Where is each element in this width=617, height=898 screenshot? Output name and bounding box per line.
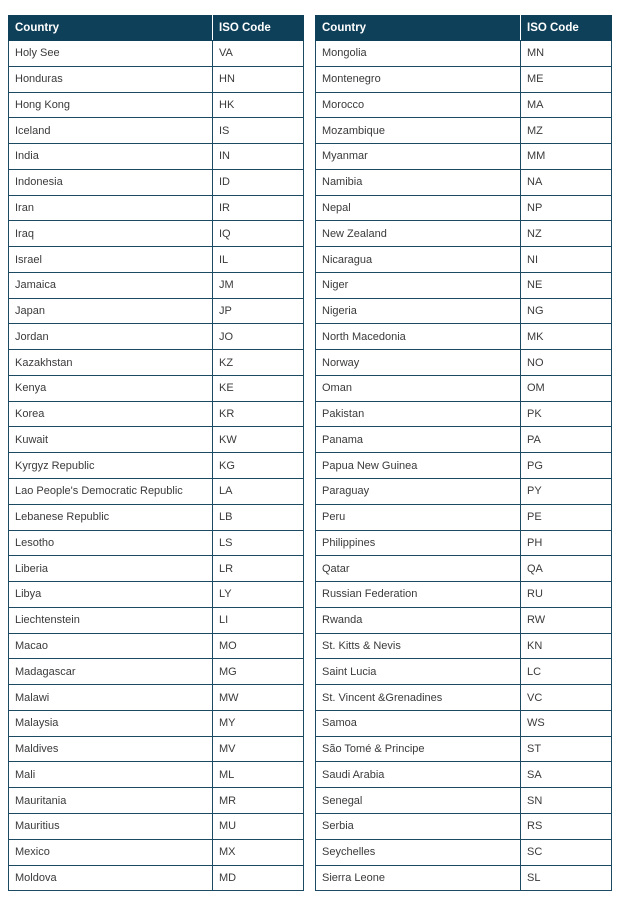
country-cell: Malawi <box>9 685 213 711</box>
country-cell: Senegal <box>316 788 521 814</box>
table-row <box>316 195 612 221</box>
iso-code-cell: ME <box>521 66 612 92</box>
country-column-header: Country <box>316 16 521 41</box>
table-row <box>9 453 304 479</box>
country-table-right <box>315 15 612 891</box>
iso-code-cell: LB <box>213 504 304 530</box>
table-row <box>9 865 304 891</box>
country-cell: Honduras <box>9 66 213 92</box>
table-row <box>9 762 304 788</box>
table-body <box>9 41 304 891</box>
country-cell: North Macedonia <box>316 324 521 350</box>
iso-code-cell: SC <box>521 839 612 865</box>
iso-code-cell: PH <box>521 530 612 556</box>
iso-code-cell: LI <box>213 607 304 633</box>
iso-code-cell: NA <box>521 169 612 195</box>
table-row <box>316 865 612 891</box>
country-cell: Peru <box>316 504 521 530</box>
table-row <box>9 736 304 762</box>
table-row <box>316 659 612 685</box>
country-cell: São Tomé & Principe <box>316 736 521 762</box>
iso-code-cell: MW <box>213 685 304 711</box>
table-row <box>9 556 304 582</box>
iso-code-cell: PE <box>521 504 612 530</box>
country-cell: Macao <box>9 633 213 659</box>
country-cell: St. Kitts & Nevis <box>316 633 521 659</box>
table-row <box>316 375 612 401</box>
table-row <box>316 298 612 324</box>
iso-code-cell: SL <box>521 865 612 891</box>
iso-code-cell: NI <box>521 247 612 273</box>
country-cell: Korea <box>9 401 213 427</box>
iso-code-cell: LC <box>521 659 612 685</box>
country-cell: Mauritania <box>9 788 213 814</box>
table-row <box>9 375 304 401</box>
country-cell: Oman <box>316 375 521 401</box>
table-header-row <box>9 16 304 41</box>
country-cell: New Zealand <box>316 221 521 247</box>
iso-code-cell: NZ <box>521 221 612 247</box>
iso-code-cell: KR <box>213 401 304 427</box>
table-row <box>9 401 304 427</box>
table-row <box>316 247 612 273</box>
table-row <box>9 607 304 633</box>
iso-code-cell: OM <box>521 375 612 401</box>
table-row <box>9 221 304 247</box>
country-cell: Mali <box>9 762 213 788</box>
iso-code-cell: SA <box>521 762 612 788</box>
iso-code-cell: MU <box>213 813 304 839</box>
country-cell: Iran <box>9 195 213 221</box>
table-row <box>316 401 612 427</box>
table-row <box>316 710 612 736</box>
iso-code-cell: MX <box>213 839 304 865</box>
country-cell: Saudi Arabia <box>316 762 521 788</box>
country-cell: Libya <box>9 582 213 608</box>
country-cell: Hong Kong <box>9 92 213 118</box>
table-row <box>316 66 612 92</box>
table-row <box>9 659 304 685</box>
iso-code-cell: MD <box>213 865 304 891</box>
country-cell: Lao People's Democratic Republic <box>9 479 213 505</box>
table-row <box>316 92 612 118</box>
iso-code-cell: MR <box>213 788 304 814</box>
table-row <box>316 324 612 350</box>
table-row <box>316 504 612 530</box>
country-cell: Serbia <box>316 813 521 839</box>
iso-code-cell: RW <box>521 607 612 633</box>
iso-code-cell: JO <box>213 324 304 350</box>
country-cell: Pakistan <box>316 401 521 427</box>
table-row <box>9 272 304 298</box>
country-cell: Myanmar <box>316 144 521 170</box>
table-row <box>9 66 304 92</box>
iso-code-cell: JP <box>213 298 304 324</box>
table-body <box>316 41 612 891</box>
iso-code-cell: KW <box>213 427 304 453</box>
table-row <box>9 195 304 221</box>
table-row <box>316 221 612 247</box>
country-cell: Saint Lucia <box>316 659 521 685</box>
table-row <box>316 118 612 144</box>
table-row <box>316 556 612 582</box>
table-row <box>316 144 612 170</box>
iso-code-cell: KN <box>521 633 612 659</box>
iso-code-cell: MN <box>521 41 612 67</box>
table-row <box>9 144 304 170</box>
table-row <box>316 41 612 67</box>
iso-code-cell: MK <box>521 324 612 350</box>
country-cell: Jordan <box>9 324 213 350</box>
country-cell: Moldova <box>9 865 213 891</box>
table-row <box>316 350 612 376</box>
table-row <box>9 427 304 453</box>
table-row <box>9 633 304 659</box>
table-row <box>9 118 304 144</box>
iso-code-cell: NO <box>521 350 612 376</box>
country-cell: Iraq <box>9 221 213 247</box>
iso-code-cell: IR <box>213 195 304 221</box>
table-row <box>316 633 612 659</box>
iso-code-cell: IL <box>213 247 304 273</box>
table-row <box>9 685 304 711</box>
table-row <box>9 41 304 67</box>
iso-code-cell: VC <box>521 685 612 711</box>
country-cell: Papua New Guinea <box>316 453 521 479</box>
table-row <box>316 839 612 865</box>
table-row <box>316 813 612 839</box>
iso-code-cell: NE <box>521 272 612 298</box>
table-row <box>9 92 304 118</box>
country-table-left <box>8 15 304 891</box>
table-row <box>316 736 612 762</box>
table-row <box>9 530 304 556</box>
country-cell: India <box>9 144 213 170</box>
iso-code-cell: PY <box>521 479 612 505</box>
iso-code-cell: PA <box>521 427 612 453</box>
table-row <box>9 788 304 814</box>
table-row <box>9 247 304 273</box>
iso-code-cell: KE <box>213 375 304 401</box>
country-cell: Iceland <box>9 118 213 144</box>
table-row <box>316 453 612 479</box>
iso-code-cell: RS <box>521 813 612 839</box>
iso-code-cell: JM <box>213 272 304 298</box>
table-row <box>9 324 304 350</box>
table-row <box>9 839 304 865</box>
table-row <box>316 479 612 505</box>
country-cell: St. Vincent &Grenadines <box>316 685 521 711</box>
country-cell: Sierra Leone <box>316 865 521 891</box>
country-cell: Indonesia <box>9 169 213 195</box>
country-cell: Malaysia <box>9 710 213 736</box>
iso-code-cell: HN <box>213 66 304 92</box>
iso-code-cell: LR <box>213 556 304 582</box>
country-cell: Japan <box>9 298 213 324</box>
table-row <box>316 685 612 711</box>
country-cell: Namibia <box>316 169 521 195</box>
table-row <box>9 582 304 608</box>
country-cell: Lebanese Republic <box>9 504 213 530</box>
country-column-header: Country <box>9 16 213 41</box>
iso-code-cell: VA <box>213 41 304 67</box>
iso-code-cell: SN <box>521 788 612 814</box>
country-cell: Niger <box>316 272 521 298</box>
country-cell: Morocco <box>316 92 521 118</box>
country-cell: Samoa <box>316 710 521 736</box>
iso-code-cell: NP <box>521 195 612 221</box>
country-cell: Holy See <box>9 41 213 67</box>
country-cell: Rwanda <box>316 607 521 633</box>
table-row <box>316 169 612 195</box>
table-row <box>9 298 304 324</box>
country-cell: Nicaragua <box>316 247 521 273</box>
table-row <box>316 530 612 556</box>
table-row <box>9 813 304 839</box>
table-header-row <box>316 16 612 41</box>
country-cell: Kenya <box>9 375 213 401</box>
country-cell: Russian Federation <box>316 582 521 608</box>
country-cell: Paraguay <box>316 479 521 505</box>
country-cell: Montenegro <box>316 66 521 92</box>
iso-code-cell: MY <box>213 710 304 736</box>
country-cell: Liberia <box>9 556 213 582</box>
table-row <box>316 582 612 608</box>
iso-code-cell: IN <box>213 144 304 170</box>
iso-code-column-header: ISO Code <box>213 16 304 41</box>
country-cell: Norway <box>316 350 521 376</box>
iso-code-cell: QA <box>521 556 612 582</box>
iso-code-cell: NG <box>521 298 612 324</box>
country-cell: Mexico <box>9 839 213 865</box>
country-cell: Kazakhstan <box>9 350 213 376</box>
table-row <box>316 427 612 453</box>
iso-code-cell: LS <box>213 530 304 556</box>
iso-code-cell: RU <box>521 582 612 608</box>
country-cell: Qatar <box>316 556 521 582</box>
iso-code-cell: PK <box>521 401 612 427</box>
table-row <box>316 762 612 788</box>
iso-code-cell: MV <box>213 736 304 762</box>
iso-code-cell: HK <box>213 92 304 118</box>
table-row <box>9 350 304 376</box>
iso-code-cell: MA <box>521 92 612 118</box>
country-cell: Lesotho <box>9 530 213 556</box>
iso-code-cell: IS <box>213 118 304 144</box>
country-cell: Nigeria <box>316 298 521 324</box>
table-row <box>9 504 304 530</box>
iso-code-cell: LA <box>213 479 304 505</box>
table-row <box>316 788 612 814</box>
country-cell: Liechtenstein <box>9 607 213 633</box>
iso-code-cell: LY <box>213 582 304 608</box>
iso-code-column-header: ISO Code <box>521 16 612 41</box>
country-cell: Madagascar <box>9 659 213 685</box>
country-cell: Philippines <box>316 530 521 556</box>
country-cell: Maldives <box>9 736 213 762</box>
country-cell: Mauritius <box>9 813 213 839</box>
country-cell: Panama <box>316 427 521 453</box>
country-cell: Mozambique <box>316 118 521 144</box>
country-cell: Nepal <box>316 195 521 221</box>
iso-code-cell: IQ <box>213 221 304 247</box>
iso-code-cell: WS <box>521 710 612 736</box>
country-cell: Kyrgyz Republic <box>9 453 213 479</box>
country-cell: Israel <box>9 247 213 273</box>
iso-code-cell: KZ <box>213 350 304 376</box>
country-cell: Mongolia <box>316 41 521 67</box>
table-row <box>9 479 304 505</box>
iso-code-cell: MO <box>213 633 304 659</box>
table-row <box>9 169 304 195</box>
iso-code-cell: ML <box>213 762 304 788</box>
iso-code-cell: KG <box>213 453 304 479</box>
iso-code-cell: MZ <box>521 118 612 144</box>
iso-code-cell: PG <box>521 453 612 479</box>
table-row <box>9 710 304 736</box>
country-cell: Jamaica <box>9 272 213 298</box>
table-row <box>316 272 612 298</box>
iso-code-cell: ID <box>213 169 304 195</box>
iso-code-cell: MG <box>213 659 304 685</box>
country-cell: Seychelles <box>316 839 521 865</box>
table-row <box>316 607 612 633</box>
country-cell: Kuwait <box>9 427 213 453</box>
iso-code-cell: ST <box>521 736 612 762</box>
iso-code-cell: MM <box>521 144 612 170</box>
